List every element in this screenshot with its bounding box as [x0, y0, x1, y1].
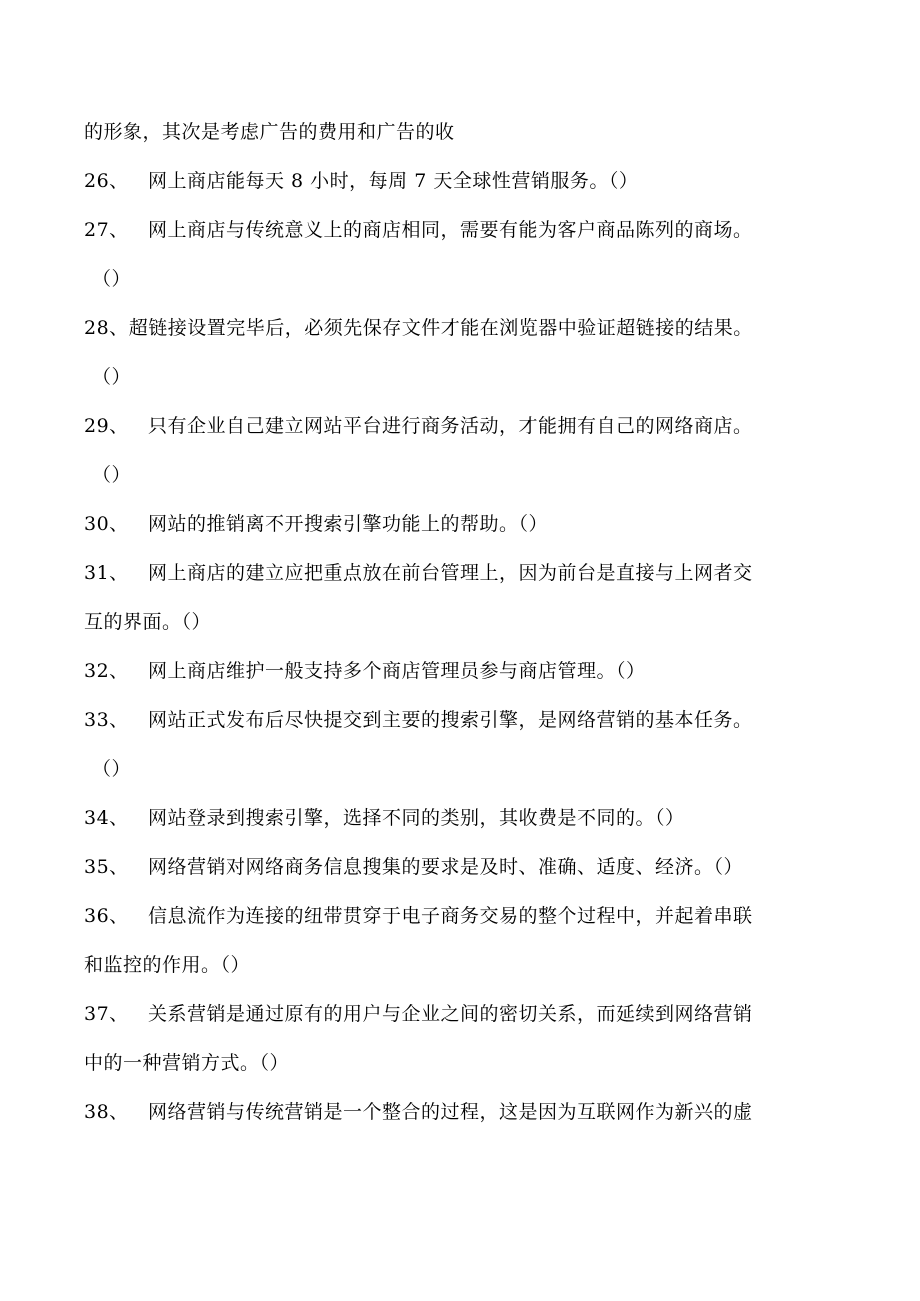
- question-text: 网络营销对网络商务信息搜集的要求是及时、准确、适度、经济。（）: [148, 856, 744, 878]
- answer-bracket: [92, 267, 131, 291]
- question-number: 33、: [84, 709, 129, 731]
- line-text: （）: [92, 268, 132, 290]
- line-text: （）: [92, 464, 132, 486]
- question-number: 26、: [84, 170, 129, 192]
- question-number: 28、: [84, 317, 129, 339]
- question-number: 35、: [84, 856, 129, 878]
- question-35: [84, 855, 743, 879]
- question-37: [84, 1002, 753, 1026]
- question-text: 网上商店维护一般支持多个商店管理员参与商店管理。（）: [148, 660, 646, 682]
- text-line: [84, 120, 455, 144]
- line-text: （）: [92, 758, 132, 780]
- question-number: 30、: [84, 513, 129, 535]
- question-text: 网站的推销离不开搜索引擎功能上的帮助。（）: [148, 513, 549, 535]
- line-text: 互的界面。（）: [84, 611, 212, 633]
- question-32: [84, 659, 646, 683]
- line-text: （）: [92, 366, 132, 388]
- question-number: 27、: [84, 219, 129, 241]
- line-text: 的形象，其次是考虑广告的费用和广告的收: [84, 121, 455, 143]
- question-number: 38、: [84, 1101, 129, 1123]
- question-number: 37、: [84, 1003, 129, 1025]
- question-number: 36、: [84, 905, 129, 927]
- question-text: 网上商店能每天 8 小时，每周 7 天全球性营销服务。（）: [148, 170, 639, 192]
- question-27: [84, 218, 753, 242]
- question-text: 只有企业自己建立网站平台进行商务活动，才能拥有自己的网络商店。: [148, 415, 753, 437]
- question-number: 32、: [84, 660, 129, 682]
- question-31: [84, 561, 753, 585]
- answer-bracket: [92, 365, 131, 389]
- question-34: [84, 806, 685, 830]
- line-text: 和监控的作用。（）: [84, 954, 251, 976]
- question-26: [84, 169, 638, 193]
- text-line: [84, 1051, 289, 1075]
- question-text: 信息流作为连接的纽带贯穿于电子商务交易的整个过程中，并起着串联: [148, 905, 753, 927]
- question-36: [84, 904, 753, 928]
- answer-bracket: [92, 757, 131, 781]
- question-28: [84, 316, 753, 340]
- question-30: [84, 512, 548, 536]
- question-number: 31、: [84, 562, 129, 584]
- question-text: 网络营销与传统营销是一个整合的过程，这是因为互联网作为新兴的虚: [148, 1101, 753, 1123]
- question-text: 网站正式发布后尽快提交到主要的搜索引擎，是网络营销的基本任务。: [148, 709, 753, 731]
- line-text: 中的一种营销方式。（）: [84, 1052, 290, 1074]
- answer-bracket: [92, 463, 131, 487]
- question-number: 34、: [84, 807, 129, 829]
- question-text: 网站登录到搜索引擎，选择不同的类别，其收费是不同的。（）: [148, 807, 685, 829]
- question-text: 网上商店的建立应把重点放在前台管理上，因为前台是直接与上网者交: [148, 562, 753, 584]
- question-29: [84, 414, 753, 438]
- question-38: [84, 1100, 753, 1124]
- text-line: [84, 610, 211, 634]
- question-text: 超链接设置完毕后，必须先保存文件才能在浏览器中验证超链接的结果。: [128, 317, 753, 339]
- question-text: 网上商店与传统意义上的商店相同，需要有能为客户商品陈列的商场。: [148, 219, 753, 241]
- question-number: 29、: [84, 415, 129, 437]
- text-line: [84, 953, 250, 977]
- question-text: 关系营销是通过原有的用户与企业之间的密切关系，而延续到网络营销: [148, 1003, 753, 1025]
- question-33: [84, 708, 753, 732]
